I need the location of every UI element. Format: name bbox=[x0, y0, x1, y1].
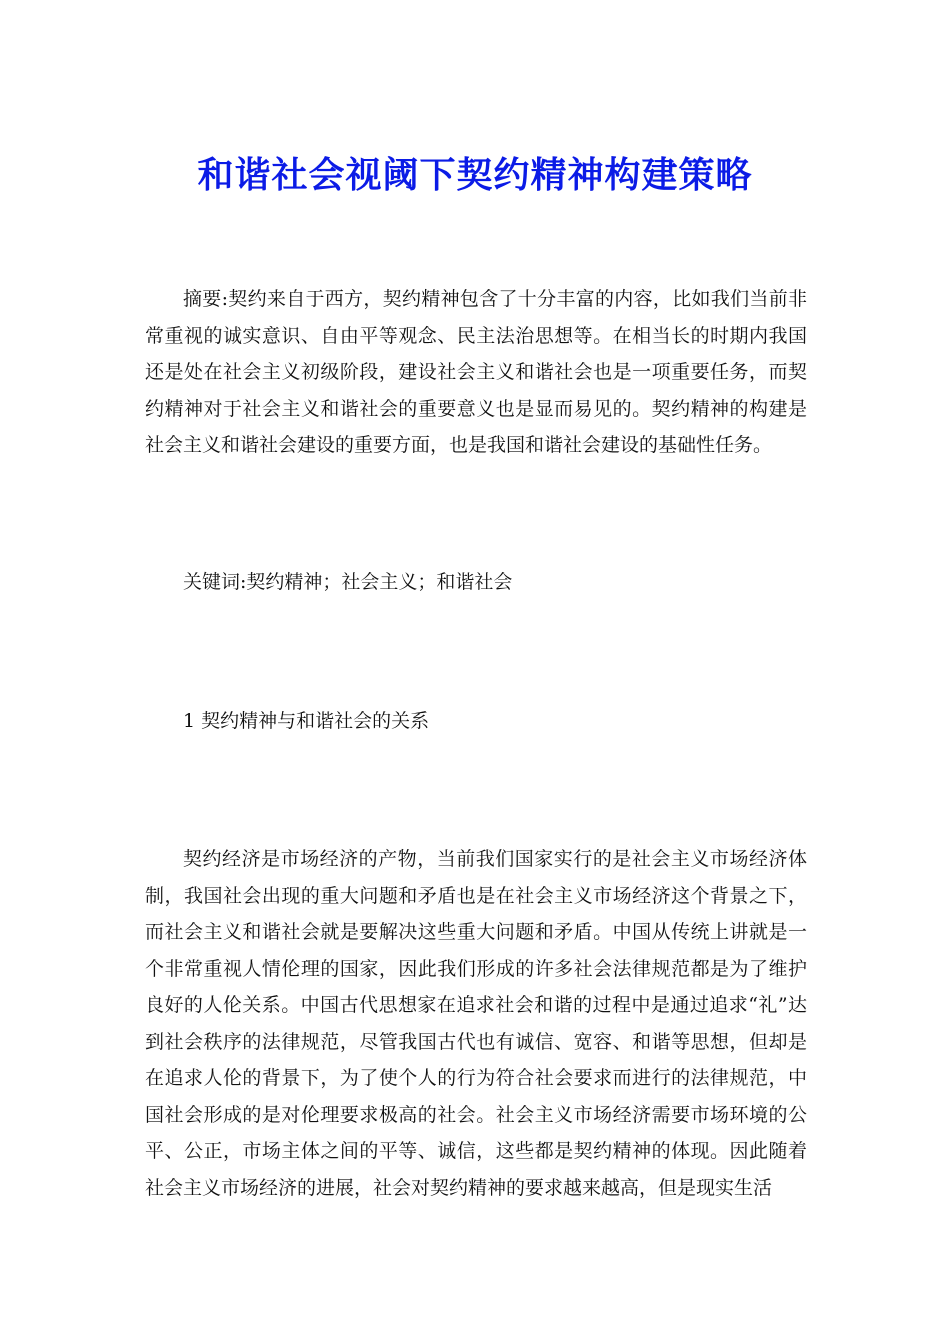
keywords-line: 关键词:契约精神；社会主义；和谐社会 bbox=[183, 571, 513, 593]
abstract-paragraph: 摘要:契约来自于西方，契约精神包含了十分丰富的内容，比如我们当前非常重视的诚实意识、自由平等观念、民主法治思想等。在相当长的时期内我国还是处在社会主义初级阶段，建设社会主义和谐社会也是一项重要任务，而契约精神对于社会主义和谐社会的重要意义也是显而易见的。契约精神的构建是社会主义和谐社会建设的重要方面，也是我国和谐社会建设的基础性任务。 bbox=[145, 288, 807, 456]
section-heading: 1 契约精神与和谐社会的关系 bbox=[183, 710, 430, 732]
document-title: 和谐社会视阈下契约精神构建策略 bbox=[197, 155, 753, 197]
body-paragraph: 契约经济是市场经济的产物，当前我们国家实行的是社会主义市场经济体制，我国社会出现的重大问题和矛盾也是在社会主义市场经济这个背景之下，而社会主义和谐社会就是要解决这些重大问题和矛盾。中国从传统上讲就是一个非常重视人情伦理的国家，因此我们形成的许多社会法律规范都是为了维护良好的人伦关系。中国古代思想家在追求社会和谐的过程中是通过追求“礼”达到社会秩序的法律规范，尽管我国古代也有诚信、宽容、和谐等思想，但却是在追求人伦的背景下，为了使个人的行为符合社会要求而进行的法律规范，中国社会形成的是对伦理要求极高的社会。社会主义市场经济需要市场环境的公平、公正，市场主体之间的平等、诚信，这些都是契约精神的体现。因此随着社会主义市场经济的进展，社会对契约精神的要求越来越高，但是现实生活 bbox=[145, 848, 807, 1199]
